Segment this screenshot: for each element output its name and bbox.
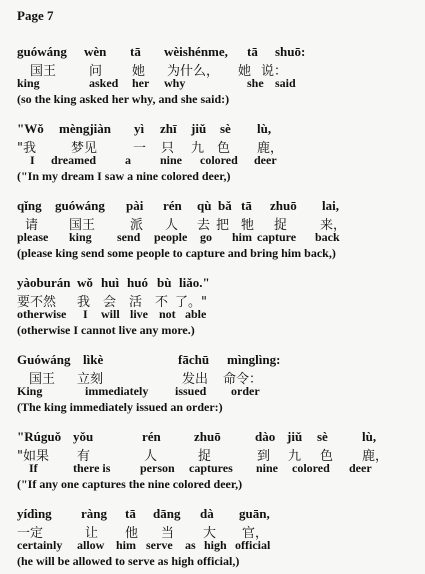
translation-line: (The king immediately issued an order:) [17,400,223,414]
pinyin-word: sè [220,121,231,136]
pinyin-word: zhuō [194,429,221,444]
gloss-word: there is [73,461,111,475]
stanza-1 [17,44,417,108]
pinyin-line [17,44,417,60]
hanzi-word: "如果 [17,449,49,464]
pinyin-word: huó [127,275,148,290]
hanzi-word: 色 [320,449,334,464]
pinyin-word: "Wǒ [17,121,44,136]
english-gloss-line [17,307,417,323]
hanzi-word: 命令： [223,372,263,387]
stanza-7 [17,506,417,570]
gloss-word: otherwise [17,307,67,321]
hanzi-word: 色 [217,141,231,156]
hanzi-word: 立刻 [77,372,104,387]
pinyin-word: rén [163,198,182,213]
pinyin-word: dà [200,506,214,521]
gloss-word: send [117,230,141,244]
hanzi-word: 问 [89,64,103,79]
hanzi-word: 捉 [274,218,288,233]
hanzi-word: 派 [130,218,144,233]
gloss-word: asked [89,76,119,90]
pinyin-word: tā [241,198,252,213]
gloss-word: order [231,384,260,398]
hanzi-word: 发出 [182,372,209,387]
gloss-word: deer [349,461,372,475]
hanzi-word: 要不然 [17,295,57,310]
pinyin-word: rén [142,429,161,444]
gloss-word: capture [257,230,297,244]
hanzi-line [17,60,417,79]
hanzi-word: 会 [103,295,117,310]
gloss-word: nine [160,153,183,167]
gloss-word: back [315,230,340,244]
hanzi-word: 鹿， [257,141,284,156]
hanzi-word: 她 [132,64,146,79]
pinyin-word: wǒ [77,275,93,290]
hanzi-word: 她 [238,64,252,79]
hanzi-word: "我 [17,141,36,156]
pinyin-word: sè [317,429,328,444]
pinyin-word: ràng [81,506,107,521]
pinyin-word: Guówáng [17,352,71,367]
gloss-word: she [247,76,264,90]
pinyin-line [17,352,417,368]
gloss-word: her [132,76,150,90]
stanza-4 [17,275,417,339]
hanzi-word: 来， [320,218,347,233]
gloss-word: king [69,230,92,244]
pinyin-word: zhī [160,121,177,136]
translation-line: (please king send some people to capture and bring him back,) [17,246,336,260]
gloss-word: King [17,384,43,398]
gloss-word: certainly [17,538,63,552]
gloss-word: colored [292,461,330,475]
pinyin-word: jiǔ [287,429,303,444]
gloss-word: deer [254,153,277,167]
pinyin-word: lù, [257,121,272,136]
hanzi-word: 人 [144,449,158,464]
gloss-word: people [154,230,188,244]
pinyin-word: liǎo." [179,275,210,290]
pinyin-word: yàoburán [17,275,71,290]
english-gloss-line [17,461,417,477]
gloss-word: issued [175,384,207,398]
pinyin-word: yídìng [17,506,52,521]
pinyin-line [17,121,417,137]
gloss-word: immediately [85,384,149,398]
stanza-2 [17,121,417,185]
hanzi-word: 牠 [241,218,255,233]
pinyin-word: fāchū [178,352,210,367]
gloss-word: as [185,538,196,552]
stanza-6 [17,429,417,493]
hanzi-word: 梦见 [71,141,98,156]
pinyin-word: shuō: [275,44,306,59]
pinyin-word: qǐng [17,198,42,213]
pinyin-word: qù [197,198,212,213]
gloss-word: please [17,230,49,244]
gloss-word: colored [200,153,238,167]
pinyin-word: mèngjiàn [59,121,111,136]
gloss-word: If [29,461,38,475]
hanzi-word: 鹿， [362,449,389,464]
translation-line: ("In my dream I saw a nine colored deer,) [17,169,231,183]
pinyin-line [17,275,417,291]
pinyin-word: pài [126,198,144,213]
hanzi-word: 为什么， [167,64,220,79]
hanzi-word: 有 [77,449,91,464]
gloss-word: go [200,230,212,244]
pinyin-word: jiǔ [191,121,207,136]
gloss-word: serve [146,538,173,552]
gloss-word: said [275,76,296,90]
pinyin-word: tā [130,44,141,59]
hanzi-word: 我 [77,295,91,310]
pinyin-word: tā [247,44,258,59]
hanzi-word: 把 [216,218,230,233]
page-number: Page 7 [17,8,54,23]
translation-line: ("If any one captures the nine colored deer,) [17,477,243,491]
hanzi-word: 一 [133,141,147,156]
translation-line: (so the king asked her why, and she said:) [17,92,230,106]
stanza-3 [17,198,417,262]
hanzi-word: 国王 [29,372,56,387]
pinyin-word: bù [157,275,172,290]
pinyin-line [17,506,417,522]
hanzi-line [17,291,417,310]
english-gloss-line [17,538,417,554]
pinyin-word: "Rúguǒ [17,429,62,444]
hanzi-word: 说： [261,64,288,79]
english-gloss-line [17,230,417,246]
gloss-word: will [101,307,120,321]
gloss-word: allow [77,538,105,552]
gloss-word: why [164,76,186,90]
gloss-word: not [159,307,176,321]
translation-line: (otherwise I cannot live any more.) [17,323,195,337]
gloss-word: I [30,153,35,167]
hanzi-line [17,214,417,233]
english-gloss-line [17,153,417,169]
hanzi-line [17,445,417,464]
pinyin-line [17,429,417,445]
hanzi-line [17,522,417,541]
pinyin-word: guówáng [17,44,67,59]
hanzi-word: 让 [85,526,99,541]
pinyin-word: bǎ [218,198,232,213]
hanzi-word: 人 [165,218,179,233]
hanzi-word: 九 [288,449,302,464]
gloss-word: I [83,307,88,321]
pinyin-word: lìkè [83,352,104,367]
pinyin-word: dào [255,429,276,444]
gloss-word: king [17,76,40,90]
hanzi-line [17,137,417,156]
hanzi-word: 官， [242,526,269,541]
hanzi-line [17,368,417,387]
hanzi-word: 去 [197,218,211,233]
hanzi-word: 当 [161,526,175,541]
pinyin-word: wèishénme, [164,44,228,59]
gloss-word: him [116,538,137,552]
hanzi-word: 不 [155,295,169,310]
pinyin-word: lù, [362,429,377,444]
hanzi-word: 只 [161,141,175,156]
gloss-word: captures [189,461,233,475]
pinyin-word: yǒu [73,429,94,444]
english-gloss-line [17,384,417,400]
hanzi-word: 捉 [198,449,212,464]
hanzi-word: 了。" [175,295,207,310]
pinyin-word: zhuō [270,198,297,213]
gloss-word: a [125,153,131,167]
gloss-word: high [204,538,227,552]
hanzi-word: 国王 [30,64,57,79]
pinyin-word: guówáng [55,198,105,213]
gloss-word: person [140,461,175,475]
gloss-word: able [185,307,207,321]
gloss-word: live [130,307,148,321]
hanzi-word: 请 [25,218,39,233]
gloss-word: official [235,538,271,552]
pinyin-line [17,198,417,214]
pinyin-word: mìnglìng: [227,352,281,367]
hanzi-word: 活 [129,295,143,310]
stanza-5 [17,352,417,416]
pinyin-word: lai, [322,198,339,213]
pinyin-word: guān, [239,506,270,521]
pinyin-word: tā [125,506,136,521]
pinyin-word: dāng [153,506,181,521]
hanzi-word: 大 [203,526,217,541]
hanzi-word: 他 [125,526,139,541]
pinyin-word: wèn [84,44,107,59]
hanzi-word: 九 [191,141,205,156]
pinyin-word: huì [101,275,120,290]
hanzi-word: 国王 [69,218,96,233]
gloss-word: him [232,230,253,244]
hanzi-word: 一定 [17,526,44,541]
gloss-word: dreamed [51,153,97,167]
translation-line: (he will be allowed to serve as high official,) [17,554,240,568]
hanzi-word: 到 [257,449,271,464]
english-gloss-line [17,76,417,92]
gloss-word: nine [256,461,279,475]
pinyin-word: yì [134,121,145,136]
